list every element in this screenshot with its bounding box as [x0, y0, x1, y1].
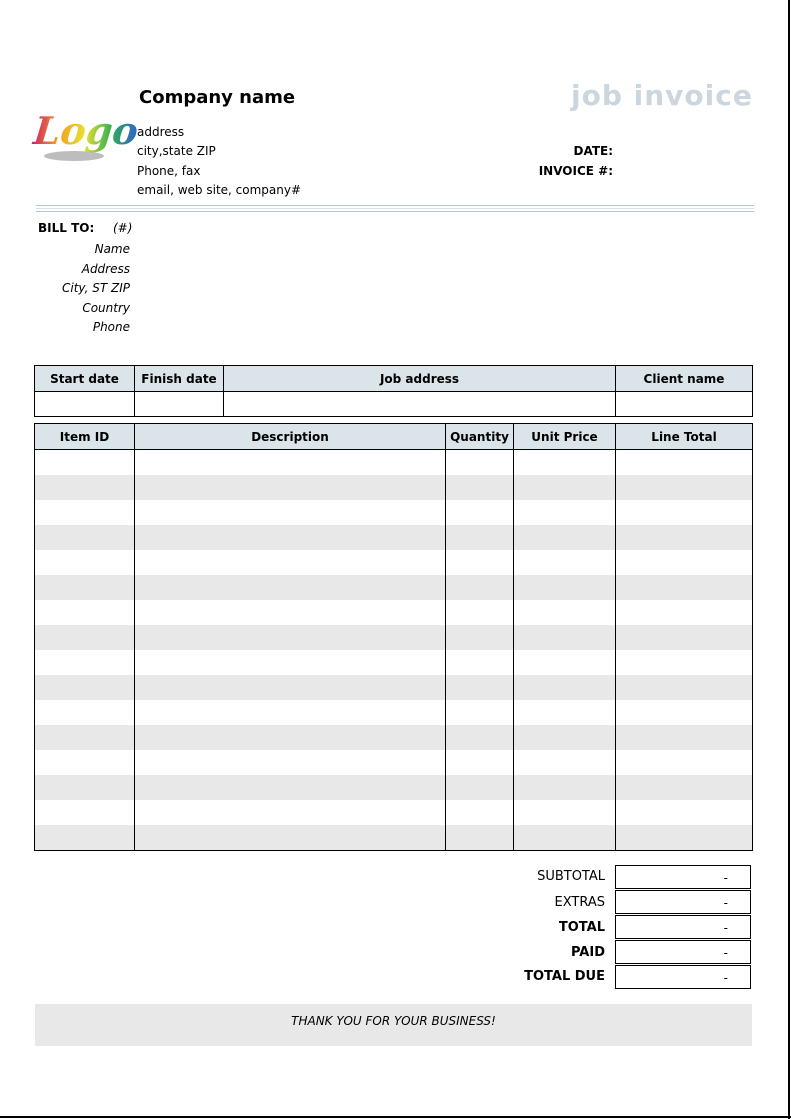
start-date-cell[interactable]: [35, 392, 135, 417]
page-border-right: [788, 0, 790, 1119]
item-id-cell[interactable]: [35, 650, 135, 675]
quantity-cell[interactable]: [446, 500, 514, 525]
job-details-row: [35, 392, 753, 417]
item-id-cell[interactable]: [35, 725, 135, 750]
line-total-cell[interactable]: [616, 750, 753, 775]
quantity-cell[interactable]: [446, 525, 514, 550]
line-total-cell[interactable]: [616, 575, 753, 600]
total-due-value: -: [723, 971, 728, 985]
bill-to-city-zip: City, ST ZIP: [62, 281, 130, 295]
table-row: [35, 775, 753, 800]
header-rule-2: [36, 208, 754, 209]
unit-price-cell[interactable]: [514, 725, 616, 750]
quantity-cell[interactable]: [446, 625, 514, 650]
item-id-cell[interactable]: [35, 700, 135, 725]
quantity-cell[interactable]: [446, 675, 514, 700]
line-total-cell[interactable]: [616, 525, 753, 550]
date-label: DATE:: [573, 144, 613, 158]
bill-to-title: BILL TO:: [38, 221, 95, 235]
paid-value: -: [723, 946, 728, 960]
subtotal-label: SUBTOTAL: [537, 869, 605, 884]
unit-price-cell[interactable]: [514, 750, 616, 775]
finish-date-header: Finish date: [135, 366, 224, 392]
unit-price-cell[interactable]: [514, 450, 616, 476]
description-cell[interactable]: [135, 475, 446, 500]
job-address-cell[interactable]: [224, 392, 616, 417]
footer-band: [35, 1004, 752, 1046]
table-row: [35, 500, 753, 525]
extras-box: [615, 890, 751, 914]
line-items-table: [34, 423, 753, 851]
table-row: [35, 550, 753, 575]
bill-to-phone: Phone: [92, 320, 130, 334]
table-row: [35, 450, 753, 476]
item-id-header: Item ID: [35, 424, 135, 450]
quantity-cell[interactable]: [446, 550, 514, 575]
document-title: job invoice: [571, 79, 753, 112]
paid-box: [615, 940, 751, 964]
total-label: TOTAL: [558, 920, 605, 935]
table-row: [35, 675, 753, 700]
header-rule-3: [36, 211, 754, 212]
company-phone-fax: Phone, fax: [137, 164, 201, 178]
quantity-cell[interactable]: [446, 575, 514, 600]
client-name-cell[interactable]: [616, 392, 753, 417]
unit-price-cell[interactable]: [514, 525, 616, 550]
subtotal-box: [615, 865, 751, 889]
item-id-cell[interactable]: [35, 750, 135, 775]
item-id-cell[interactable]: [35, 825, 135, 851]
line-total-cell[interactable]: [616, 625, 753, 650]
job-address-header: Job address: [224, 366, 616, 392]
item-id-cell[interactable]: [35, 625, 135, 650]
table-row: [35, 825, 753, 851]
description-header: Description: [135, 424, 446, 450]
company-name: Company name: [139, 87, 296, 108]
description-cell[interactable]: [135, 675, 446, 700]
job-details-table: [34, 365, 753, 417]
item-id-cell[interactable]: [35, 500, 135, 525]
item-id-cell[interactable]: [35, 675, 135, 700]
unit-price-cell[interactable]: [514, 475, 616, 500]
unit-price-cell[interactable]: [514, 600, 616, 625]
table-row: [35, 750, 753, 775]
line-total-cell[interactable]: [616, 700, 753, 725]
description-cell[interactable]: [135, 775, 446, 800]
item-id-cell[interactable]: [35, 550, 135, 575]
bill-to-number: (#): [113, 221, 133, 235]
total-value: -: [723, 921, 728, 935]
quantity-cell[interactable]: [446, 700, 514, 725]
item-id-cell[interactable]: [35, 800, 135, 825]
table-row: [35, 800, 753, 825]
quantity-cell[interactable]: [446, 825, 514, 851]
invoice-number-label: INVOICE #:: [538, 164, 613, 178]
table-row: [35, 700, 753, 725]
bill-to-country: Country: [82, 301, 130, 315]
unit-price-cell[interactable]: [514, 550, 616, 575]
description-cell[interactable]: [135, 750, 446, 775]
line-total-cell[interactable]: [616, 650, 753, 675]
table-row: [35, 625, 753, 650]
unit-price-cell[interactable]: [514, 700, 616, 725]
description-cell[interactable]: [135, 725, 446, 750]
item-id-cell[interactable]: [35, 600, 135, 625]
line-items-body: [35, 450, 753, 851]
total-box: [615, 915, 751, 939]
quantity-cell[interactable]: [446, 775, 514, 800]
line-total-cell[interactable]: [616, 775, 753, 800]
table-row: [35, 525, 753, 550]
total-due-label: TOTAL DUE: [524, 969, 605, 984]
svg-text:Logo: Logo: [31, 108, 141, 153]
description-cell[interactable]: [135, 450, 446, 476]
item-id-cell[interactable]: [35, 775, 135, 800]
unit-price-cell[interactable]: [514, 775, 616, 800]
description-cell[interactable]: [135, 600, 446, 625]
bill-to-address: Address: [81, 262, 130, 276]
header-rule: [36, 205, 754, 206]
unit-price-cell[interactable]: [514, 500, 616, 525]
description-cell[interactable]: [135, 700, 446, 725]
unit-price-cell[interactable]: [514, 650, 616, 675]
quantity-header: Quantity: [446, 424, 514, 450]
unit-price-cell[interactable]: [514, 675, 616, 700]
quantity-cell[interactable]: [446, 650, 514, 675]
page-border-bottom: [0, 1116, 791, 1118]
table-row: [35, 475, 753, 500]
company-logo: [31, 92, 141, 172]
subtotal-value: -: [723, 871, 728, 885]
item-id-cell[interactable]: [35, 450, 135, 476]
quantity-cell[interactable]: [446, 600, 514, 625]
line-total-cell[interactable]: [616, 475, 753, 500]
unit-price-cell[interactable]: [514, 825, 616, 851]
table-row: [35, 650, 753, 675]
company-contact: email, web site, company#: [137, 183, 302, 197]
finish-date-cell[interactable]: [135, 392, 224, 417]
line-total-cell[interactable]: [616, 550, 753, 575]
line-total-cell[interactable]: [616, 500, 753, 525]
item-id-cell[interactable]: [35, 575, 135, 600]
table-row: [35, 600, 753, 625]
quantity-cell[interactable]: [446, 450, 514, 476]
table-row: [35, 575, 753, 600]
description-cell[interactable]: [135, 625, 446, 650]
unit-price-cell[interactable]: [514, 800, 616, 825]
line-total-header: Line Total: [616, 424, 753, 450]
extras-label: EXTRAS: [554, 895, 605, 910]
line-total-cell[interactable]: [616, 725, 753, 750]
unit-price-header: Unit Price: [514, 424, 616, 450]
description-cell[interactable]: [135, 825, 446, 851]
company-city-state-zip: city,state ZIP: [137, 144, 216, 158]
line-total-cell[interactable]: [616, 600, 753, 625]
description-cell[interactable]: [135, 800, 446, 825]
table-row: [35, 725, 753, 750]
unit-price-cell[interactable]: [514, 625, 616, 650]
description-cell[interactable]: [135, 575, 446, 600]
client-name-header: Client name: [616, 366, 753, 392]
unit-price-cell[interactable]: [514, 575, 616, 600]
description-cell[interactable]: [135, 650, 446, 675]
line-total-cell[interactable]: [616, 450, 753, 476]
line-total-cell[interactable]: [616, 825, 753, 851]
quantity-cell[interactable]: [446, 800, 514, 825]
line-total-cell[interactable]: [616, 800, 753, 825]
extras-value: -: [723, 896, 728, 910]
logo-image: [31, 92, 141, 172]
bill-to-name: Name: [94, 242, 130, 256]
company-address: address: [137, 125, 185, 139]
quantity-cell[interactable]: [446, 725, 514, 750]
line-total-cell[interactable]: [616, 675, 753, 700]
description-cell[interactable]: [135, 500, 446, 525]
item-id-cell[interactable]: [35, 525, 135, 550]
quantity-cell[interactable]: [446, 475, 514, 500]
thank-you-message: THANK YOU FOR YOUR BUSINESS!: [291, 1014, 496, 1028]
start-date-header: Start date: [35, 366, 135, 392]
total-due-box: [615, 965, 751, 989]
paid-label: PAID: [570, 945, 605, 960]
description-cell[interactable]: [135, 525, 446, 550]
quantity-cell[interactable]: [446, 750, 514, 775]
item-id-cell[interactable]: [35, 475, 135, 500]
description-cell[interactable]: [135, 550, 446, 575]
